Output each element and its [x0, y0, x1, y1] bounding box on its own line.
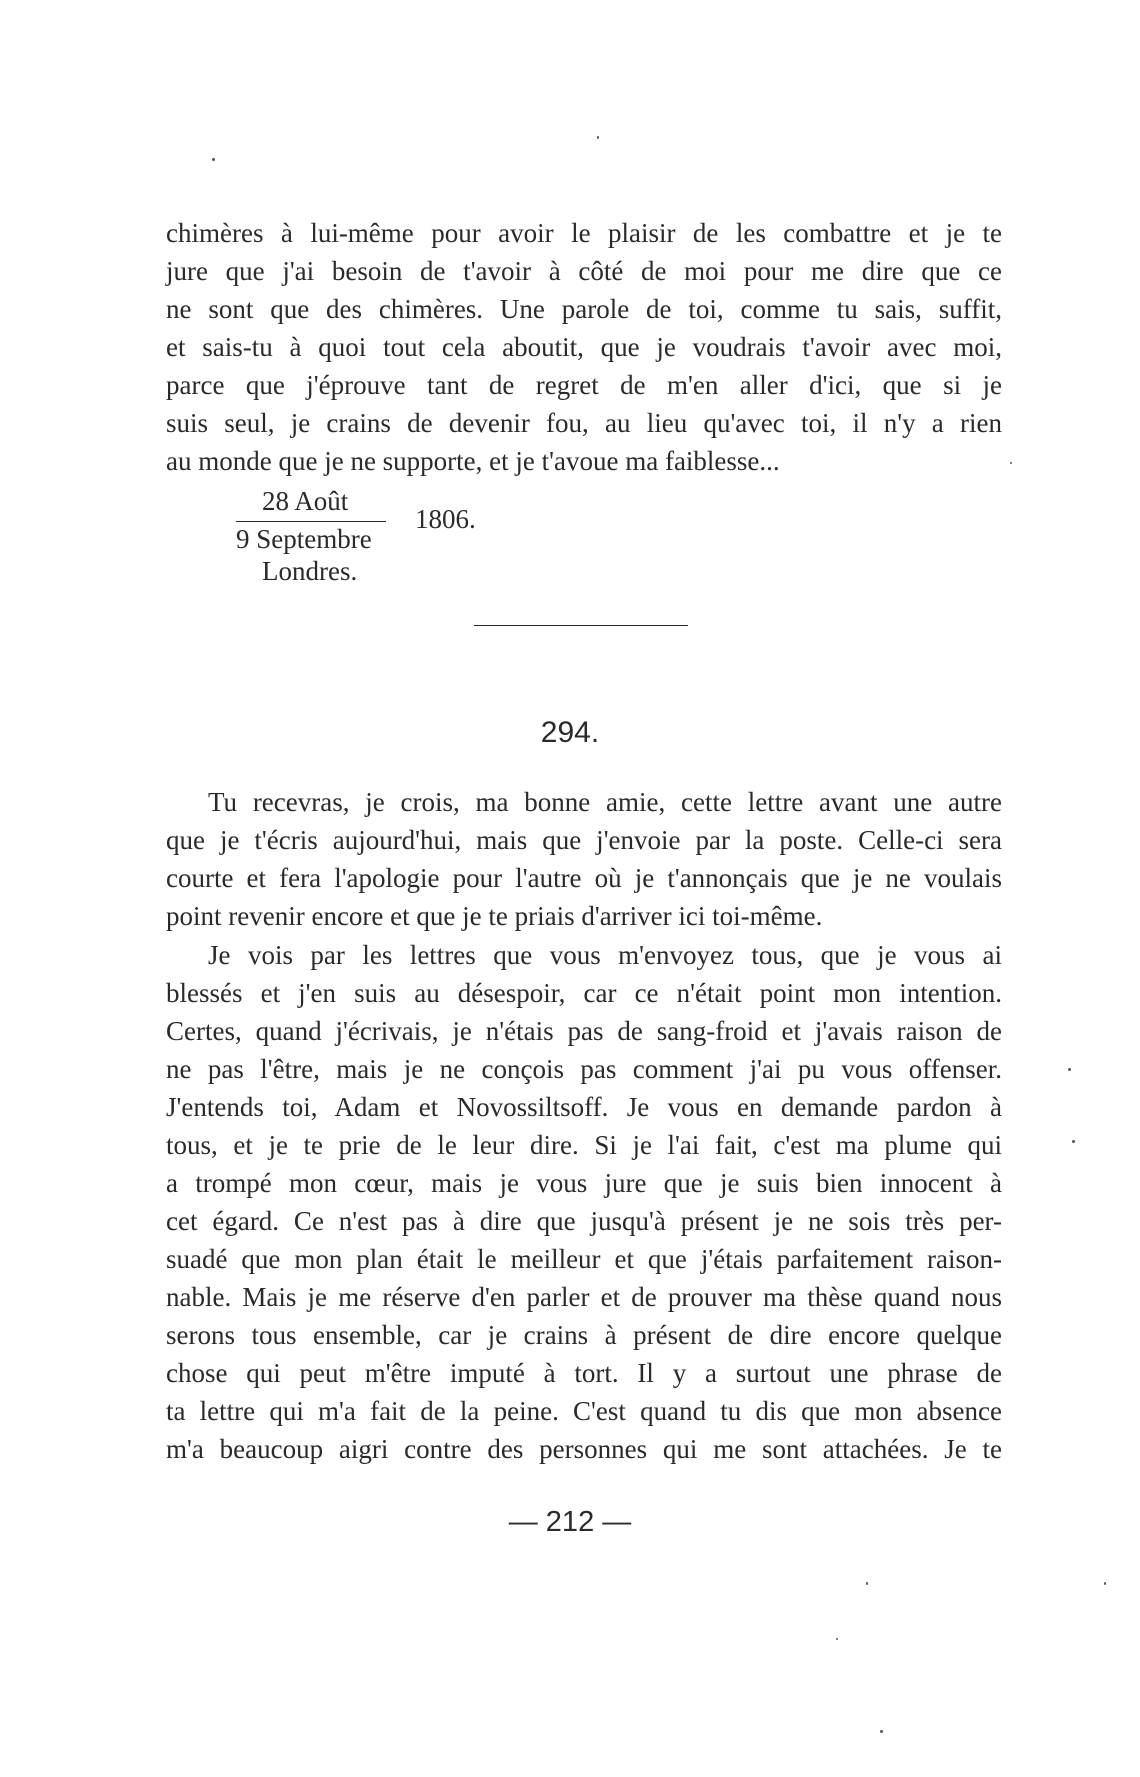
text-line: chimères à lui-même pour avoir le plaisir de les combattre et je te: [166, 218, 1002, 248]
scan-speck: [597, 136, 599, 139]
text-line: m'a beaucoup aigri contre des personnes qui me sont attachées. Je te: [166, 1434, 1002, 1464]
scan-speck: [866, 1582, 868, 1585]
text-line: que je t'écris aujourd'hui, mais que j'envoie par la poste. Celle-ci sera: [166, 825, 1002, 855]
text-line: courte et fera l'apologie pour l'autre où je t'annonçais que je ne voulais: [166, 863, 1002, 893]
text-line: et sais-tu à quoi tout cela aboutit, que je voudrais t'avoir avec moi,: [166, 332, 1002, 362]
text-line: Tu recevras, je crois, ma bonne amie, cette lettre avant une autre: [208, 787, 1002, 817]
scan-speck: [836, 1638, 838, 1640]
scan-speck: [1010, 462, 1012, 464]
date-days-septembre: 9 Septembre: [236, 524, 372, 554]
date-year: 1806.: [415, 504, 476, 534]
text-line: ne sont que des chimères. Une parole de toi, comme tu sais, suffit,: [166, 294, 1002, 324]
text-line: ne pas l'être, mais je ne conçois pas comment j'ai pu vous offenser.: [166, 1054, 1002, 1084]
text-line: suis seul, je crains de devenir fou, au lieu qu'avec toi, il n'y a rien: [166, 408, 1002, 438]
page-number: — 212 —: [508, 1506, 632, 1538]
scan-speck: [1068, 1068, 1071, 1071]
text-line: serons tous ensemble, car je crains à présent de dire encore quelque: [166, 1320, 1002, 1350]
letter-number: 294.: [540, 716, 600, 749]
section-separator: [474, 625, 688, 626]
scan-speck: [1072, 1140, 1075, 1143]
text-line: nable. Mais je me réserve d'en parler et de prouver ma thèse quand nous: [166, 1282, 1002, 1312]
text-line: ta lettre qui m'a fait de la peine. C'est quand tu dis que mon absence: [166, 1396, 1002, 1426]
date-days-aout: 28 Août: [262, 486, 349, 516]
text-line: Je vois par les lettres que vous m'envoyez tous, que je vous ai: [208, 940, 1002, 970]
text-line: blessés et j'en suis au désespoir, car ce n'était point mon intention.: [166, 978, 1002, 1008]
text-line: cet égard. Ce n'est pas à dire que jusqu'à présent je ne sois très per-: [166, 1206, 1002, 1236]
scan-speck: [212, 158, 215, 161]
text-line: chose qui peut m'être imputé à tort. Il y a surtout une phrase de: [166, 1358, 1002, 1388]
text-line: J'entends toi, Adam et Novossiltsoff. Je vous en demande pardon à: [166, 1092, 1002, 1122]
date-place: Londres.: [262, 556, 358, 586]
text-line: au monde que je ne supporte, et je t'avoue ma faiblesse...: [166, 446, 780, 476]
text-line: a trompé mon cœur, mais je vous jure que je suis bien innocent à: [166, 1168, 1002, 1198]
text-line: tous, et je te prie de le leur dire. Si je l'ai fait, c'est ma plume qui: [166, 1130, 1002, 1160]
text-line: parce que j'éprouve tant de regret de m'en aller d'ici, que si je: [166, 370, 1002, 400]
text-line: suadé que mon plan était le meilleur et que j'étais parfaitement raison-: [166, 1244, 1002, 1274]
scan-speck: [880, 1730, 883, 1733]
text-line: point revenir encore et que je te priais d'arriver ici toi-même.: [166, 901, 823, 931]
text-line: jure que j'ai besoin de t'avoir à côté de moi pour me dire que ce: [166, 256, 1002, 286]
scan-speck: [1104, 1582, 1106, 1585]
text-line: Certes, quand j'écrivais, je n'étais pas de sang-froid et j'avais raison de: [166, 1016, 1002, 1046]
